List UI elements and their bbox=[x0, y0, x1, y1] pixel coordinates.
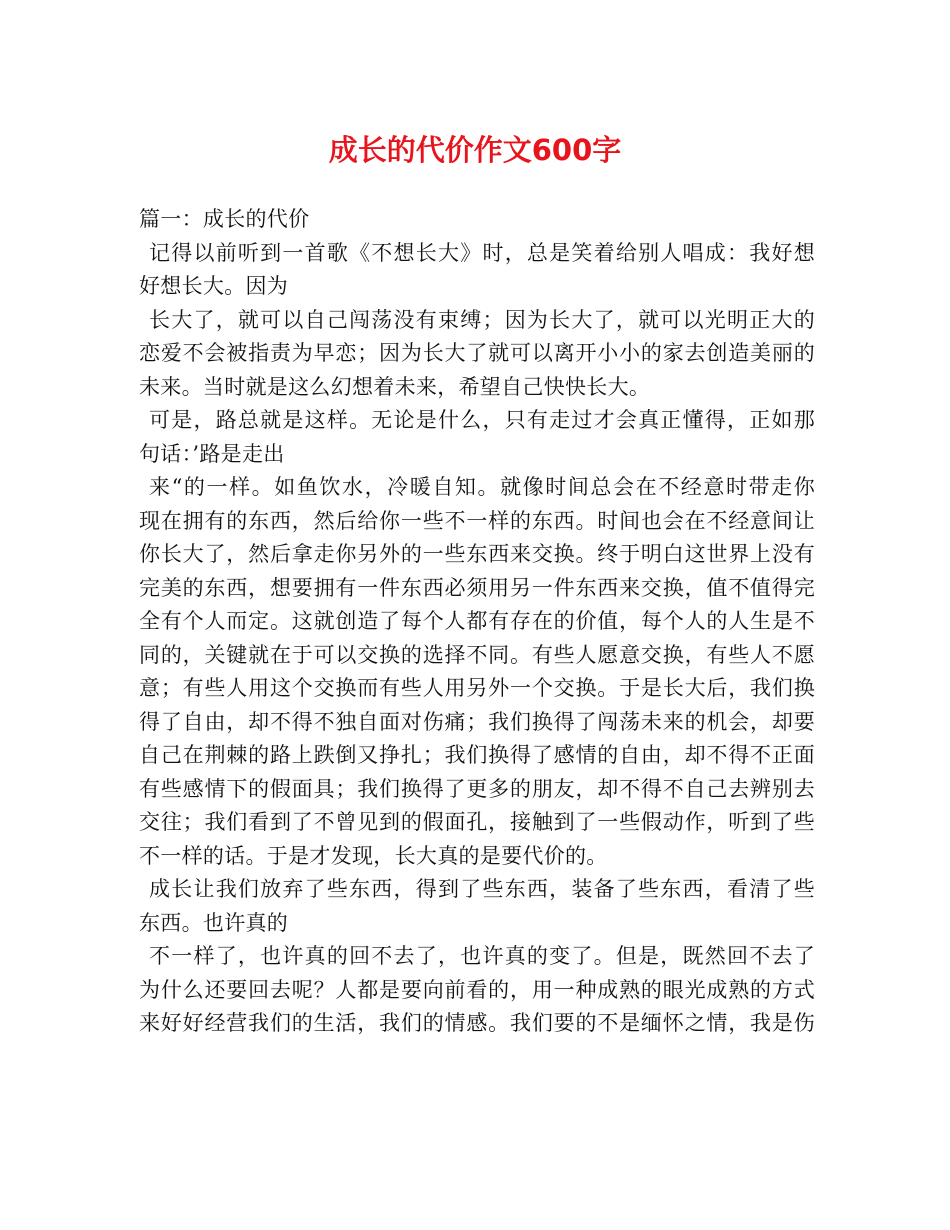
text-line: 来“的一样。如鱼饮水，冷暖自知。就像时间总会在不经意时带走你 bbox=[149, 475, 815, 499]
text-line: 恋爱不会被指责为早恋；因为长大了就可以离开小小的家去创造美丽的 bbox=[139, 341, 815, 365]
text-line: 东西。也许真的 bbox=[139, 910, 289, 935]
text-line: 可是，路总就是这样。无论是什么，只有走过才会真正懂得，正如那 bbox=[149, 408, 815, 432]
text-line: 未来。当时就是这么幻想着未来，希望自己快快长大。 bbox=[139, 374, 651, 399]
text-line: 同的，关键就在于可以交换的选择不同。有些人愿意交换，有些人不愿 bbox=[139, 642, 815, 667]
text-line: 全有个人而定。这就创造了每个人都有存在的价值，每个人的人生是不 bbox=[139, 609, 815, 633]
text-line: 成长让我们放弃了些东西，得到了些东西，装备了些东西，看清了些 bbox=[149, 877, 815, 901]
text-line: 来好好经营我们的生活，我们的情感。我们要的不是缅怀之情，我是伤 bbox=[139, 1011, 815, 1035]
text-line: 长大了，就可以自己闯荡没有束缚；因为长大了，就可以光明正大的 bbox=[149, 307, 815, 332]
document-title: 成长的代价作文600字 bbox=[328, 133, 622, 167]
text-line: 有些感情下的假面具；我们换得了更多的朋友，却不得不自己去辨别去 bbox=[139, 776, 815, 801]
text-line: 你长大了，然后拿走你另外的一些东西来交换。终于明白这世界上没有 bbox=[139, 542, 815, 566]
text-line: 不一样的话。于是才发现，长大真的是要代价的。 bbox=[139, 843, 608, 868]
text-line: 好想长大。因为 bbox=[139, 274, 289, 298]
text-line: 完美的东西，想要拥有一件东西必须用另一件东西来交换，值不值得完 bbox=[139, 575, 815, 600]
text-line: 自己在荆棘的路上跌倒又挣扎；我们换得了感情的自由，却不得不正面 bbox=[139, 743, 815, 767]
text-line: 句话：’路是走出 bbox=[139, 441, 285, 466]
text-line: 得了自由，却不得不独自面对伤痛；我们换得了闯荡未来的机会，却要 bbox=[139, 709, 815, 734]
text-line: 记得以前听到一首歌《不想长大》时，总是笑着给别人唱成：我好想 bbox=[149, 240, 815, 265]
text-line: 篇一：成长的代价 bbox=[139, 207, 310, 231]
text-line: 为什么还要回去呢？人都是要向前看的，用一种成熟的眼光成熟的方式 bbox=[139, 977, 815, 1002]
text-line: 意；有些人用这个交换而有些人用另外一个交换。于是长大后，我们换 bbox=[139, 676, 815, 700]
text-line: 现在拥有的东西，然后给你一些不一样的东西。时间也会在不经意间让 bbox=[139, 508, 815, 533]
document-body bbox=[139, 203, 815, 1041]
text-line: 不一样了，也许真的回不去了，也许真的变了。但是，既然回不去了 bbox=[149, 944, 815, 968]
text-line: 交往；我们看到了不曾见到的假面孔，接触到了一些假动作，听到了些 bbox=[139, 810, 815, 834]
